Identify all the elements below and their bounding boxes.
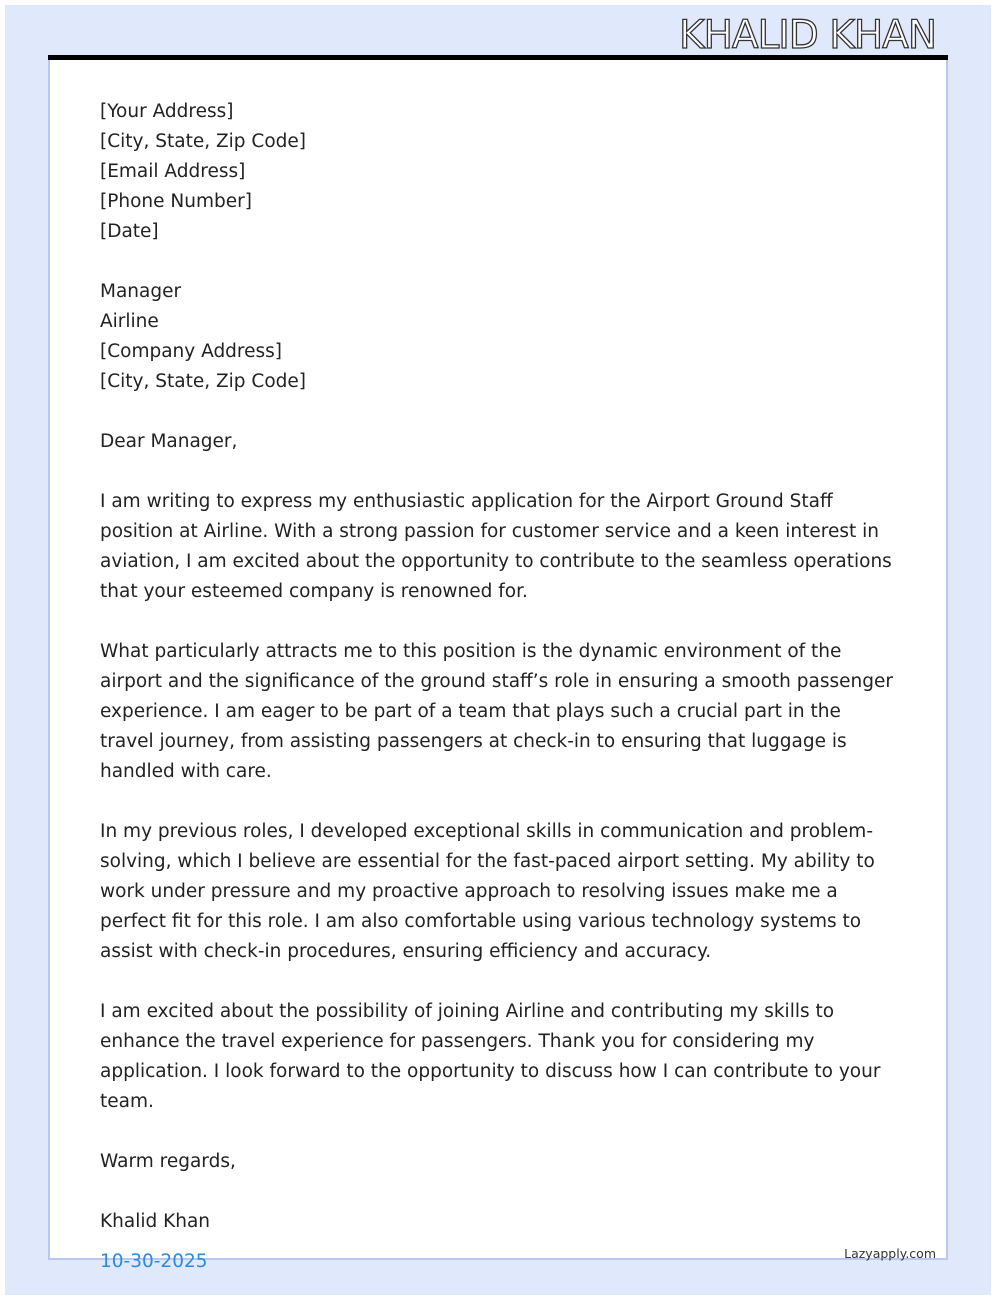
closing: Warm regards,: [100, 1151, 236, 1172]
body-paragraph-2: What particularly attracts me to this position is the dynamic environment of the airport and the significance of the ground staff’s role in ensuring a smooth passenger experience. I am eager to be part of a team that plays such a crucial part in the travel journey, from assisting passengers at check-in to ensuring that luggage is handled with care.: [100, 641, 893, 782]
letter-body: [100, 97, 900, 1277]
signed-date: 10-30-2025: [100, 1251, 208, 1272]
sender-phone: [Phone Number]: [100, 191, 252, 212]
body-paragraph-3: In my previous roles, I developed exceptional skills in communication and problem-solving, which I believe are essential for the fast-paced airport setting. My ability to work under pressure and my proactive approach to resolving issues make me a perfect fit for this role. I am also comfortable using various technology systems to assist with check-in procedures, ensuring efficiency and accuracy.: [100, 821, 875, 962]
recipient-city-state-zip: [City, State, Zip Code]: [100, 371, 306, 392]
recipient-company: Airline: [100, 311, 159, 332]
recipient-company-address: [Company Address]: [100, 341, 283, 362]
name-heading: KHALID KHAN: [679, 13, 936, 58]
sender-date: [Date]: [100, 221, 159, 242]
sender-email: [Email Address]: [100, 161, 246, 182]
sender-city-state-zip: [City, State, Zip Code]: [100, 131, 306, 152]
salutation: Dear Manager,: [100, 431, 238, 452]
recipient-title: Manager: [100, 281, 182, 302]
watermark: Lazyapply.com: [844, 1246, 936, 1261]
body-paragraph-1: I am writing to express my enthusiastic application for the Airport Ground Staff position at Airline. With a strong passion for customer service and a keen interest in aviation, I am excited about the opportunity to contribute to the seamless operations that your esteemed company is renowned for.: [100, 491, 892, 602]
sender-address: [Your Address]: [100, 101, 234, 122]
body-paragraph-4: I am excited about the possibility of joining Airline and contributing my skills to enhance the travel experience for passengers. Thank you for considering my application. I look forward to the opportunity to discuss how I can contribute to your team.: [100, 1001, 881, 1112]
signature-name: Khalid Khan: [100, 1211, 211, 1232]
